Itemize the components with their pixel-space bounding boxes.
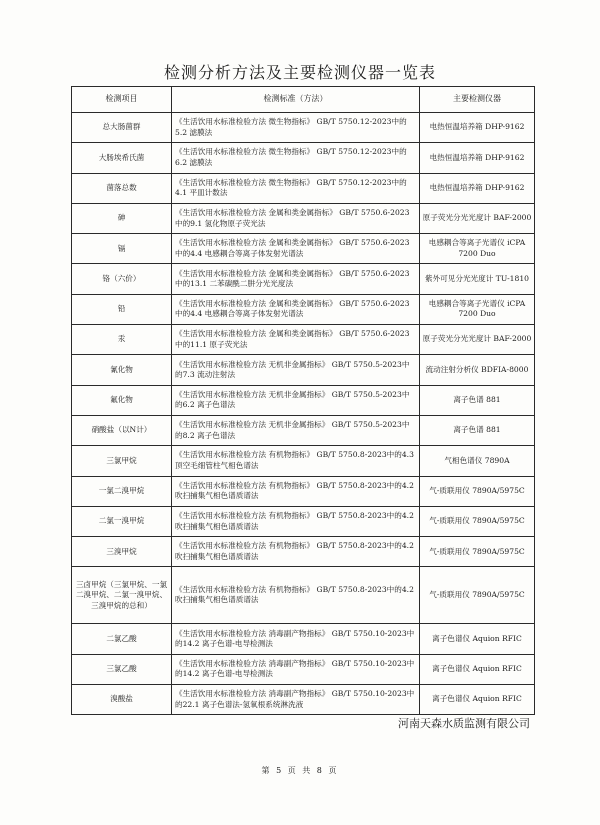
item-cell: 氰化物 <box>72 355 172 385</box>
method-cell: 《生活饮用水标准检验方法 金属和类金属指标》 GB/T 5750.6-2023中的4.4 电感耦合等离子体发射光谱法 <box>172 234 420 264</box>
table-row <box>72 476 535 506</box>
table-row <box>72 325 535 355</box>
table-row <box>72 355 535 385</box>
instrument-cell: 离子色谱仪 Aquion RFIC <box>420 654 535 684</box>
instrument-cell: 气-质联用仪 7890A/5975C <box>420 506 535 536</box>
method-cell: 《生活饮用水标准检验方法 消毒副产物指标》 GB/T 5750.10-2023中的14.2 离子色谱-电导检测法 <box>172 624 420 654</box>
table-row <box>72 294 535 324</box>
table-row <box>72 624 535 654</box>
table-row <box>72 173 535 203</box>
table-row <box>72 113 535 143</box>
item-cell: 硝酸盐（以N计） <box>72 415 172 445</box>
table-row <box>72 234 535 264</box>
item-cell: 铅 <box>72 294 172 324</box>
method-cell: 《生活饮用水标准检验方法 微生物指标》 GB/T 5750.12-2023中的6.2 滤膜法 <box>172 143 420 173</box>
item-cell: 砷 <box>72 203 172 233</box>
instrument-cell: 离子色谱仪 Aquion RFIC <box>420 685 535 715</box>
item-cell: 三氯甲烷 <box>72 446 172 476</box>
instrument-cell: 离子色谱 881 <box>420 415 535 445</box>
item-cell: 二氯乙酸 <box>72 624 172 654</box>
table-row <box>72 685 535 715</box>
page-number: 第 5 页 共 8 页 <box>261 766 339 775</box>
item-cell: 镉 <box>72 234 172 264</box>
item-cell: 汞 <box>72 325 172 355</box>
header-instrument: 主要检测仪器 <box>420 87 535 113</box>
instrument-cell: 气相色谱仪 7890A <box>420 446 535 476</box>
header-item: 检测项目 <box>72 87 172 113</box>
method-cell: 《生活饮用水标准检验方法 无机非金属指标》 GB/T 5750.5-2023中的6.2 离子色谱法 <box>172 385 420 415</box>
method-cell: 《生活饮用水标准检验方法 有机物指标》 GB/T 5750.8-2023中的4.2 吹扫捕集气相色谱质谱法 <box>172 506 420 536</box>
item-cell: 菌落总数 <box>72 173 172 203</box>
method-cell: 《生活饮用水标准检验方法 微生物指标》 GB/T 5750.12-2023中的4.1 平皿计数法 <box>172 173 420 203</box>
instrument-cell: 离子色谱 881 <box>420 385 535 415</box>
methods-table <box>71 86 535 715</box>
item-cell: 一氯二溴甲烷 <box>72 476 172 506</box>
page-title: 检测分析方法及主要检测仪器一览表 <box>163 63 436 82</box>
table-row <box>72 143 535 173</box>
table-row <box>72 537 535 567</box>
method-cell: 《生活饮用水标准检验方法 有机物指标》 GB/T 5750.8-2023中的4.2 吹扫捕集气相色谱质谱法 <box>172 567 420 624</box>
instrument-cell: 原子荧光分光光度计 BAF-2000 <box>420 203 535 233</box>
instrument-cell: 原子荧光分光光度计 BAF-2000 <box>420 325 535 355</box>
method-cell: 《生活饮用水标准检验方法 金属和类金属指标》 GB/T 5750.6-2023中的9.1 氢化物原子荧光法 <box>172 203 420 233</box>
method-cell: 《生活饮用水标准检验方法 有机物指标》 GB/T 5750.8-2023中的4.2 吹扫捕集气相色谱质谱法 <box>172 537 420 567</box>
instrument-cell: 流动注射分析仪 BDFIA-8000 <box>420 355 535 385</box>
method-cell: 《生活饮用水标准检验方法 有机物指标》 GB/T 5750.8-2023中的4.3 顶空毛细管柱气相色谱法 <box>172 446 420 476</box>
table-row <box>72 203 535 233</box>
table-header-row <box>72 87 535 113</box>
item-cell: 三溴甲烷 <box>72 537 172 567</box>
instrument-cell: 电热恒温培养箱 DHP-9162 <box>420 173 535 203</box>
item-cell: 总大肠菌群 <box>72 113 172 143</box>
instrument-cell: 电感耦合等离子光谱仪 iCPA 7200 Duo <box>420 294 535 324</box>
item-cell: 三卤甲烷（三氯甲烷、一氯二溴甲烷、二氯一溴甲烷、三溴甲烷的总和） <box>72 567 172 624</box>
item-cell: 二氯一溴甲烷 <box>72 506 172 536</box>
method-cell: 《生活饮用水标准检验方法 微生物指标》 GB/T 5750.12-2023中的5.2 滤膜法 <box>172 113 420 143</box>
item-cell: 溴酸盐 <box>72 685 172 715</box>
table-row <box>72 654 535 684</box>
instrument-cell: 气-质联用仪 7890A/5975C <box>420 567 535 624</box>
method-cell: 《生活饮用水标准检验方法 金属和类金属指标》 GB/T 5750.6-2023中的13.1 二苯碳酰二肼分光光度法 <box>172 264 420 294</box>
method-cell: 《生活饮用水标准检验方法 消毒副产物指标》 GB/T 5750.10-2023中的22.1 离子色谱法-氢氧根系统淋洗液 <box>172 685 420 715</box>
item-cell: 铬（六价） <box>72 264 172 294</box>
method-cell: 《生活饮用水标准检验方法 金属和类金属指标》 GB/T 5750.6-2023中的11.1 原子荧光法 <box>172 325 420 355</box>
table-row <box>72 567 535 624</box>
method-cell: 《生活饮用水标准检验方法 有机物指标》 GB/T 5750.8-2023中的4.2 吹扫捕集气相色谱质谱法 <box>172 476 420 506</box>
method-cell: 《生活饮用水标准检验方法 无机非金属指标》 GB/T 5750.5-2023中的7.3 流动注射法 <box>172 355 420 385</box>
method-cell: 《生活饮用水标准检验方法 消毒副产物指标》 GB/T 5750.10-2023中的14.2 离子色谱-电导检测法 <box>172 654 420 684</box>
company-name: 河南天森水质监测有限公司 <box>398 717 530 730</box>
instrument-cell: 气-质联用仪 7890A/5975C <box>420 476 535 506</box>
item-cell: 三氯乙酸 <box>72 654 172 684</box>
instrument-cell: 电热恒温培养箱 DHP-9162 <box>420 143 535 173</box>
table-row <box>72 385 535 415</box>
header-method: 检测标准（方法） <box>172 87 420 113</box>
table-row <box>72 264 535 294</box>
table-row <box>72 506 535 536</box>
method-cell: 《生活饮用水标准检验方法 无机非金属指标》 GB/T 5750.5-2023中的8.2 离子色谱法 <box>172 415 420 445</box>
instrument-cell: 气-质联用仪 7890A/5975C <box>420 537 535 567</box>
item-cell: 大肠埃希氏菌 <box>72 143 172 173</box>
instrument-cell: 紫外可见分光光度计 TU-1810 <box>420 264 535 294</box>
method-cell: 《生活饮用水标准检验方法 金属和类金属指标》 GB/T 5750.6-2023中的4.4 电感耦合等离子体发射光谱法 <box>172 294 420 324</box>
instrument-cell: 离子色谱仪 Aquion RFIC <box>420 624 535 654</box>
table-row <box>72 415 535 445</box>
item-cell: 氟化物 <box>72 385 172 415</box>
instrument-cell: 电热恒温培养箱 DHP-9162 <box>420 113 535 143</box>
instrument-cell: 电感耦合等离子光谱仪 iCPA 7200 Duo <box>420 234 535 264</box>
table-row <box>72 446 535 476</box>
